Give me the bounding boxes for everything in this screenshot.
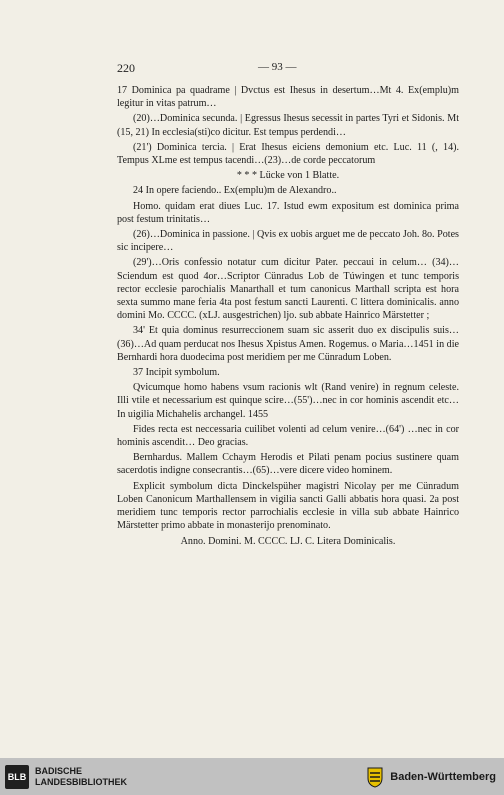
paragraph: (20)…Dominica secunda. | Egressus Ihesus secessit in partes Tyri et Sidonis. Mt (15, 21) In ecclesia(sti)co dicitur. Est tempus perdendi…: [117, 113, 459, 138]
paragraph: Anno. Domini. M. CCCC. LJ. C. Litera Dominicalis.: [180, 535, 396, 547]
library-branding[interactable]: [5, 765, 127, 789]
center-page-number: — 93 —: [258, 61, 297, 73]
library-name-line-1: BADISCHE: [35, 765, 83, 776]
library-logo-icon: BLB: [5, 765, 29, 789]
paragraph: (29')…Oris confessio notatur cum dicitur Pater. peccaui in celum… (34)…Sciendum est quod 4or…Scriptor Cünradus Lob de Túwingen et tunc temporis rector ecclesie parochialis Manarthall et tum canonicus Marthall scripta est hora sexta summo mane feria 4ta post festum sancti Laurenti. C littera dominicalis. anno domini Mo. CCCC. (xLJ. ausgestrichen) ljo. sub abbate Hainrico Märstetter ;: [117, 257, 459, 322]
paragraph: 37 Incipit symbolum.: [133, 367, 220, 379]
paragraph-lacuna: * * * Lücke von 1 Blatte.: [236, 170, 340, 182]
paragraph: 24 In opere faciendo.. Ex(emplu)m de Alexandro..: [133, 185, 337, 197]
library-name-line-2: LANDESBIBLIOTHEK: [35, 776, 127, 787]
paragraph: Fides recta est neccessaria cuilibet volenti ad celum venire…(64') …nec in cor hominis ascendit… Deo gracias.: [117, 423, 459, 449]
paragraph: (26)…Dominica in passione. | Qvis ex uobis arguet me de peccato Joh. 8o. Potes sic incipere…: [117, 229, 459, 254]
paragraph: Bernhardus. Mallem Cchaym Herodis et Pilati penam pocius sustinere quam sacerdotis indigne consecrantis…(65)…vere dicere video hominem.: [117, 452, 459, 477]
state-crest-icon: [366, 766, 384, 788]
paragraph: Explicit symbolum dicta Dinckelspüher magistri Nicolay per me Cünradum Loben Canonicum Marthallensem in vigilia sancti Galli abbatis hora quasi. 2a post meridiem tunc temporis rector parrochialis ecclesie in villa sub abbate Hainrico Märstetter primo abbate in monasterijo prenominato.: [117, 480, 459, 532]
paragraph: Qvicumque homo habens vsum racionis wlt (Rand venire) in regnum celeste. Illi vtile et necessarium est quinque scire…(55')…nec in cor hominis ascendit etc…In uigilia Michahelis archangel. 1455: [117, 382, 459, 420]
paragraph: (21') Dominica tercia. | Erat Ihesus eiciens demonium etc. Luc. 11 (, 14). Tempus XLme est tempus tacendi…(23)…de corde peccatorum: [117, 141, 459, 167]
state-name: Baden-Württemberg: [390, 770, 496, 783]
body-text: [117, 84, 459, 550]
page-number: 220: [117, 61, 135, 75]
paragraph: 34' Et quia dominus resurreccionem suam sic asserit duo ex discipulis suis…(36)…Ad quam perducat nos Ihesus Xpistus Amen. Rogemus. o Maria…1451 in die Bernhardi hora duodecima post meridiem per me Cünradum Loben.: [117, 325, 459, 363]
footer-bar: [0, 758, 504, 795]
state-branding[interactable]: [366, 766, 496, 788]
paragraph: Homo. quidam erat diues Luc. 17. Istud ewm expositum est dominica prima post festum trinitatis…: [117, 200, 459, 225]
library-name: [35, 766, 127, 788]
paragraph: 17 Dominica pa quadrame | Dvctus est Ihesus in desertum…Mt 4. Ex(emplu)m legitur in vitas patrum…: [117, 85, 459, 110]
